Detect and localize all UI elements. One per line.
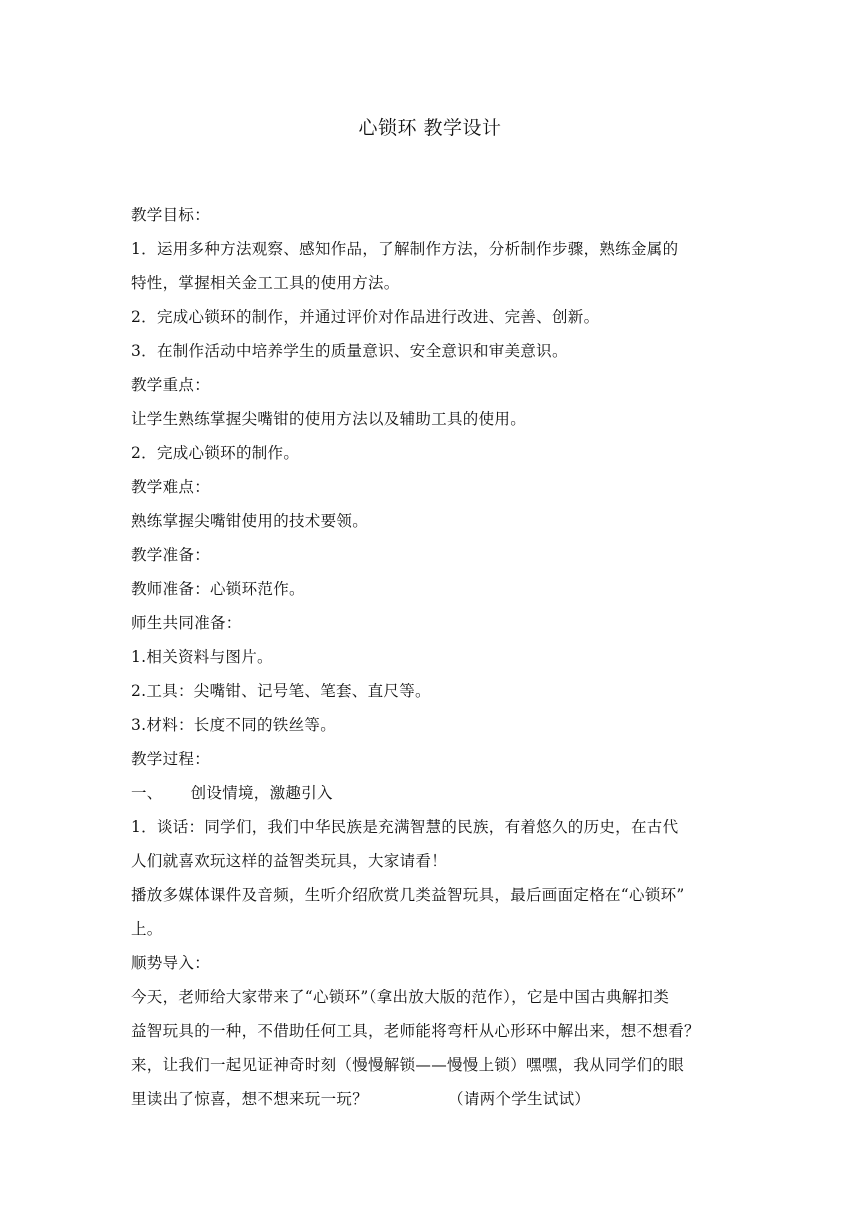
paragraph-line: 3．在制作活动中培养学生的质量意识、安全意识和审美意识。 <box>131 342 568 360</box>
paragraph-line: 2.工具：尖嘴钳、记号笔、笔套、直尺等。 <box>131 682 431 700</box>
paragraph-line: 1.相关资料与图片。 <box>131 648 273 666</box>
paragraph-line: 顺势导入： <box>131 954 211 972</box>
heading-difficulties: 教学难点： <box>131 478 211 496</box>
paragraph-line: 特性，掌握相关金工工具的使用方法。 <box>131 274 400 292</box>
section-number: 一、 <box>131 784 163 802</box>
paragraph-line: 让学生熟练掌握尖嘴钳的使用方法以及辅助工具的使用。 <box>131 410 527 428</box>
heading-process: 教学过程： <box>131 750 211 768</box>
heading-objectives: 教学目标： <box>131 206 211 224</box>
heading-key-points: 教学重点： <box>131 376 211 394</box>
paragraph-line: 3.材料：长度不同的铁丝等。 <box>131 716 336 734</box>
heading-preparation: 教学准备： <box>131 546 211 564</box>
paragraph-line: 人们就喜欢玩这样的益智类玩具，大家请看！ <box>131 852 448 870</box>
paragraph-line: 上。 <box>131 920 163 938</box>
paragraph-line: 今天，老师给大家带来了“心锁环”（拿出放大版的范作），它是中国古典解扣类 <box>131 988 670 1006</box>
last-line-text: 里读出了惊喜，想不想来玩一玩？ <box>131 1090 369 1108</box>
section-one-heading <box>131 776 736 810</box>
paragraph-line: 教师准备：心锁环范作。 <box>131 580 305 598</box>
paragraph-line: 2．完成心锁环的制作，并通过评价对作品进行改进、完善、创新。 <box>131 308 600 326</box>
paragraph-line-last <box>131 1082 736 1116</box>
document-body <box>131 198 736 1116</box>
paragraph-line: 1．谈话：同学们，我们中华民族是充满智慧的民族，有着悠久的历史，在古代 <box>131 818 679 836</box>
section-title: 创设情境，激趣引入 <box>190 784 333 802</box>
paragraph-line: 1．运用多种方法观察、感知作品，了解制作方法，分析制作步骤，熟练金属的 <box>131 240 679 258</box>
document-title: 心锁环 教学设计 <box>358 117 502 139</box>
paragraph-line: 益智玩具的一种，不借助任何工具，老师能将弯杆从心形环中解出来，想不想看？ <box>131 1022 700 1040</box>
paragraph-line: 播放多媒体课件及音频，生听介绍欣赏几类益智玩具，最后画面定格在“心锁环” <box>131 886 685 904</box>
paragraph-line: 2．完成心锁环的制作。 <box>131 444 300 462</box>
paragraph-line: 来，让我们一起见证神奇时刻（慢慢解锁——慢慢上锁）嘿嘿，我从同学们的眼 <box>131 1056 685 1074</box>
paragraph-line: 师生共同准备： <box>131 614 242 632</box>
paragraph-line: 熟练掌握尖嘴钳使用的技术要领。 <box>131 512 369 530</box>
last-line-note: （请两个学生试试） <box>448 1090 591 1108</box>
